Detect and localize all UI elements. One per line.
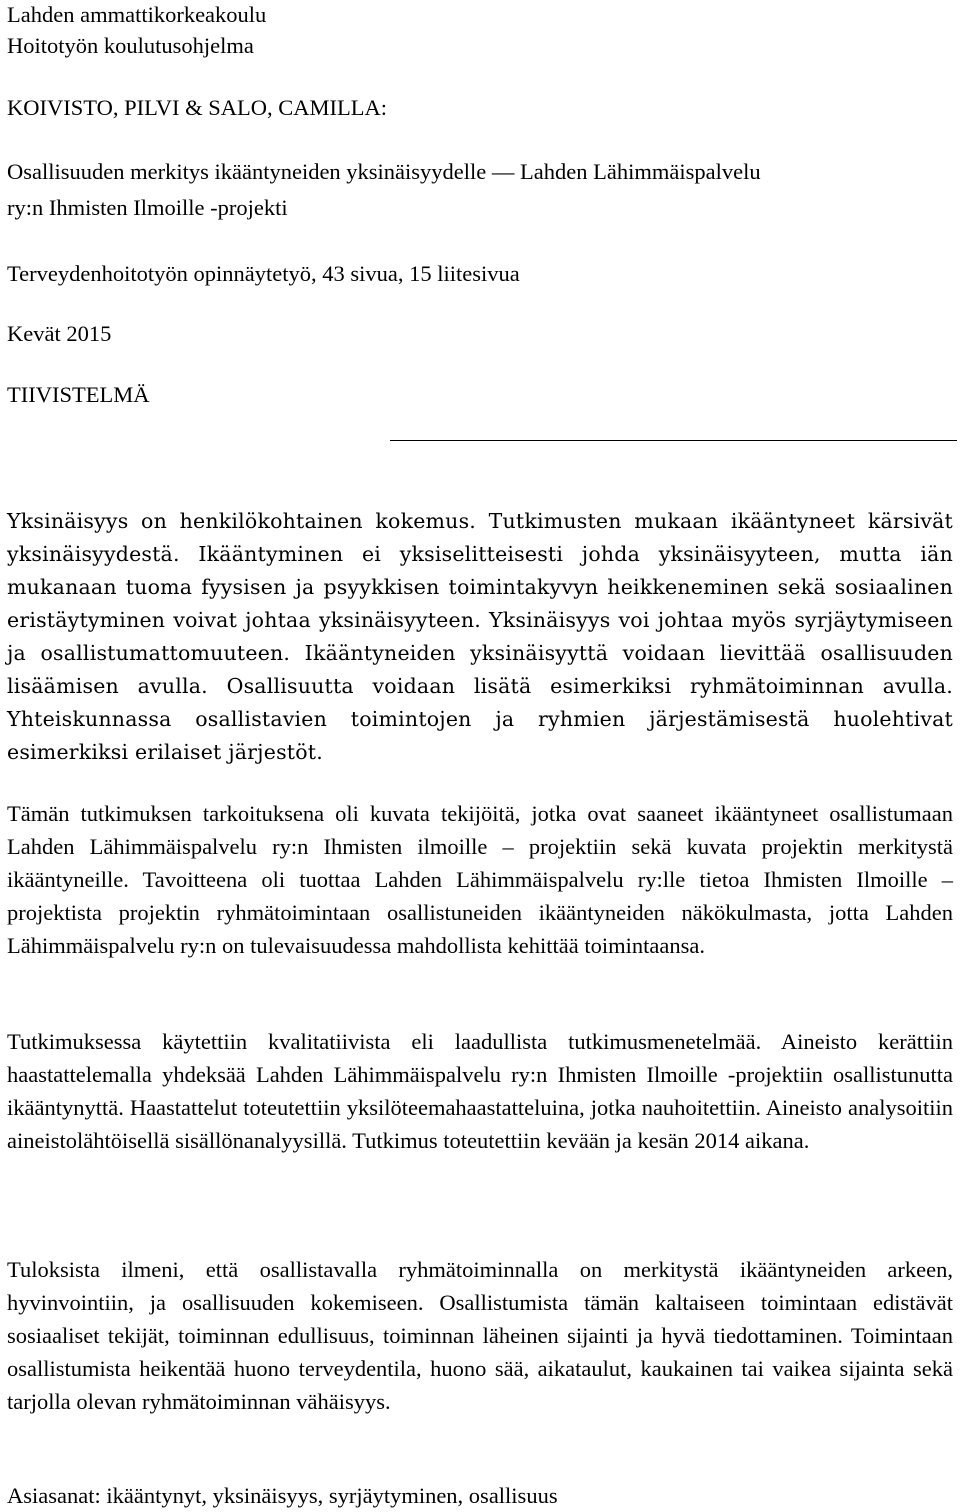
institution-name: Lahden ammattikorkeakoulu (7, 2, 267, 27)
thesis-title-line-1: Osallisuuden merkitys ikääntyneiden yksinäisyydelle — Lahden Lähimmäispalvelu (7, 159, 761, 184)
keywords: Asiasanat: ikääntynyt, yksinäisyys, syrjäytyminen, osallisuus (7, 1483, 558, 1508)
abstract-paragraph-4: Tuloksista ilmeni, että osallistavalla ryhmätoiminnalla on merkitystä ikääntyneiden arkeen, hyvinvointiin, ja osallisuuden kokemiseen. Osallistumista tämän kaltaiseen toimintaan edistävät sosiaaliset tekijät, toiminnan edullisuus, toiminnan läheinen sijainti ja hyvä tiedottaminen. Toimintaan osallistumista heikentää huono terveydentila, huono sää, aikataulut, kaukainen tai vaikea sijainta sekä tarjolla olevan ryhmätoiminnan vähäisyys. (7, 1257, 953, 1414)
abstract-paragraph-1: Yksinäisyys on henkilökohtainen kokemus. Tutkimusten mukaan ikääntyneet kärsivät yksinäisyydestä. Ikääntyminen ei yksiselitteisesti johda yksinäisyyteen, mutta iän mukanaan tuoma fyysisen ja psyykkisen toimintakyvyn heikkeneminen sekä sosiaalinen eristäytyminen voivat johtaa yksinäisyyteen. Yksinäisyys voi johtaa myös syrjäytymiseen ja osallistumattomuuteen. Ikääntyneiden yksinäisyyttä voidaan lievittää osallisuuden lisäämisen avulla. Osallisuutta voidaan lisätä esimerkiksi ryhmätoiminnan avulla. Yhteiskunnassa osallistavien toimintojen ja ryhmien järjestämisestä huolehtivat esimerkiksi erilaiset järjestöt. (7, 509, 953, 764)
abstract-paragraph-3: Tutkimuksessa käytettiin kvalitatiivista eli laadullista tutkimusmenetelmää. Aineisto kerättiin haastattelemalla yhdeksää Lahden Lähimmäispalvelu ry:n Ihmisten Ilmoille -projektiin osallistunutta ikääntynyttä. Haastattelut toteutettiin yksilöteemahaastatteluina, jotka nauhoitettiin. Aineisto analysoitiin aineistolähtöisellä sisällönanalyysillä. Tutkimus toteutettiin kevään ja kesän 2014 aikana. (7, 1029, 953, 1153)
term: Kevät 2015 (7, 321, 112, 346)
header-divider (390, 440, 957, 441)
programme-name: Hoitotyön koulutusohjelma (7, 33, 254, 58)
authors: KOIVISTO, PILVI & SALO, CAMILLA: (7, 95, 388, 120)
abstract-heading: TIIVISTELMÄ (7, 382, 150, 407)
thesis-info: Terveydenhoitotyön opinnäytetyö, 43 sivua, 15 liitesivua (7, 261, 520, 286)
abstract-paragraph-2: Tämän tutkimuksen tarkoituksena oli kuvata tekijöitä, jotka ovat saaneet ikääntyneet osallistumaan Lahden Lähimmäispalvelu ry:n Ihmisten ilmoille – projektiin sekä kuvata projektin merkitystä ikääntyneille. Tavoitteena oli tuottaa Lahden Lähimmäispalvelu ry:lle tietoa Ihmisten Ilmoille – projektista projektin ryhmätoimintaan osallistuneiden ikääntyneiden näkökulmasta, jotta Lahden Lähimmäispalvelu ry:n on tulevaisuudessa mahdollista kehittää toimintaansa. (7, 801, 953, 958)
thesis-title-line-2: ry:n Ihmisten Ilmoille -projekti (7, 195, 288, 220)
